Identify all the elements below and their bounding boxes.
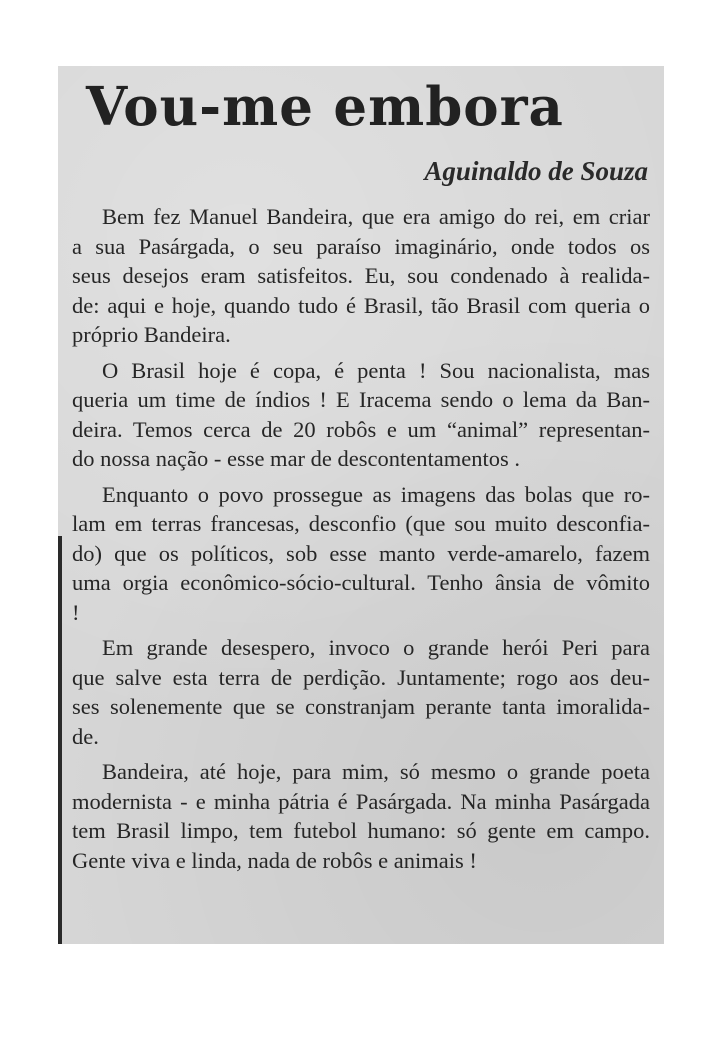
paragraph-3 — [72, 480, 650, 628]
text-line: ! — [72, 599, 80, 625]
article-author: Aguinaldo de Souza — [424, 156, 648, 186]
text-line: de. — [72, 723, 99, 749]
text-line: que salve esta terra de perdição. Juntamente; rogo aos deu- — [72, 664, 650, 690]
text-line: do nossa nação - esse mar de descontentamentos . — [72, 446, 520, 471]
text-line: lam em terras francesas, desconfio (que sou muito desconfia- — [72, 511, 650, 536]
text-line: modernista - e minha pátria é Pasárgada. Na minha Pasárgada — [72, 788, 650, 814]
text-line: Em grande desespero, invoco o grande herói Peri para — [102, 635, 650, 660]
paragraph-4 — [72, 633, 650, 751]
text-line: Bem fez Manuel Bandeira, que era amigo do rei, em criar — [102, 204, 650, 229]
paragraph-5 — [72, 757, 650, 875]
text-line: uma orgia econômico-sócio-cultural. Tenho ânsia de vômito — [72, 570, 650, 595]
text-line: Enquanto o povo prossegue as imagens das bolas que ro- — [102, 481, 650, 507]
text-line: a sua Pasárgada, o seu paraíso imaginário, onde todos os — [72, 233, 650, 259]
clipping-edge-shadow — [58, 536, 62, 944]
paragraph-2 — [72, 356, 650, 474]
text-line: Bandeira, até hoje, para mim, só mesmo o grande poeta — [102, 759, 650, 784]
text-line: queria um time de índios ! E Iracema sendo o lema da Ban- — [72, 387, 650, 412]
article-body — [72, 202, 650, 875]
text-line: ses solenemente que se constranjam perante tanta imoralida- — [72, 694, 650, 719]
text-line: próprio Bandeira. — [72, 322, 231, 347]
text-line: de: aqui e hoje, quando tudo é Brasil, tão Brasil com queria o — [72, 292, 650, 318]
newspaper-clipping — [58, 66, 664, 944]
text-line: deira. Temos cerca de 20 robôs e um “animal” representan- — [72, 416, 650, 442]
text-line: Gente viva e linda, nada de robôs e animais ! — [72, 847, 477, 873]
text-line: tem Brasil limpo, tem futebol humano: só gente em campo. — [72, 818, 650, 843]
text-line: seus desejos eram satisfeitos. Eu, sou condenado à realida- — [72, 263, 650, 288]
article-title: Vou-me embora — [86, 76, 564, 138]
text-line: do) que os políticos, sob esse manto verde-amarelo, fazem — [72, 540, 650, 566]
text-line: O Brasil hoje é copa, é penta ! Sou nacionalista, mas — [102, 357, 650, 383]
paragraph-1 — [72, 202, 650, 350]
